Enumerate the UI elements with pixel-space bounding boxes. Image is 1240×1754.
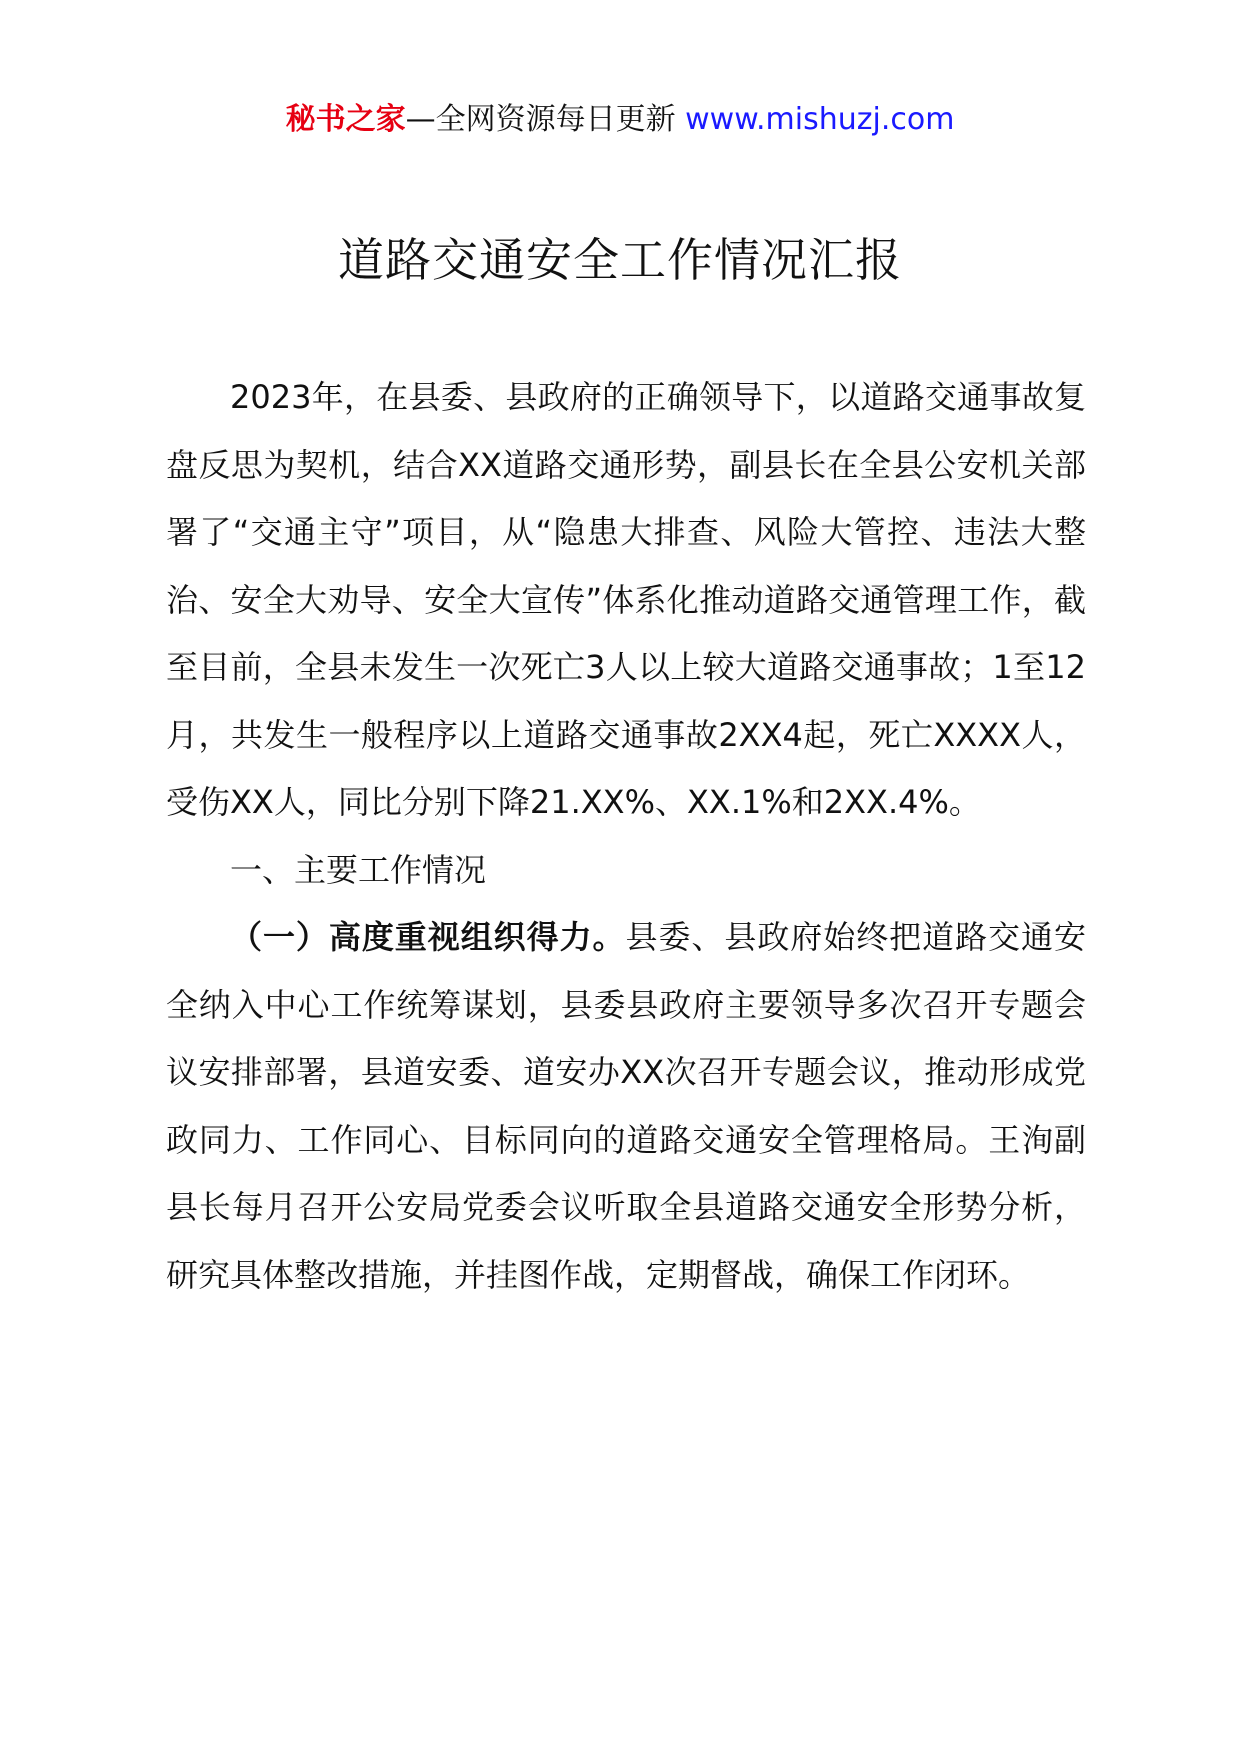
subsection-paragraph-text: 县委、县政府始终把道路交通安全纳入中心工作统筹谋划，县委县政府主要领导多次召开专题会议安排部署，县道安委、道安办XX次召开专题会议，推动形成党政同力、工作同心、目标同向的道路交通安全管理格局。王洵副县长每月召开公安局党委会议听取全县道路交通安全形势分析，研究具体整改措施，并挂图作战，定期督战，确保工作闭环。 bbox=[166, 918, 1086, 1294]
document-title: 道路交通安全工作情况汇报 bbox=[338, 233, 902, 287]
document-body bbox=[166, 364, 1086, 1309]
brand-name: 秘书之家 bbox=[285, 102, 406, 137]
intro-paragraph-text: 2023年，在县委、县政府的正确领导下，以道路交通事故复盘反思为契机，结合XX道路交通形势，副县长在全县公安机关部署了“交通主守”项目，从“隐患大排查、风险大管控、违法大整治、安全大劝导、安全大宣传”体系化推动道路交通管理工作，截至目前，全县未发生一次死亡3人以上较大道路交通事故；1至12月，共发生一般程序以上道路交通事故2XX4起，死亡XXXX人，受伤XX人，同比分别下降21.XX%、XX.1%和2XX.4%。 bbox=[166, 378, 1086, 821]
site-header bbox=[0, 98, 1240, 142]
section-heading bbox=[166, 837, 1086, 905]
site-url-link[interactable]: www.mishuzj.com bbox=[685, 102, 955, 137]
header-slogan: —全网资源每日更新 bbox=[405, 102, 686, 137]
intro-paragraph bbox=[166, 364, 1086, 837]
section-heading-text: 一、主要工作情况 bbox=[230, 850, 487, 889]
subsection-heading: （一）高度重视组织得力。 bbox=[230, 918, 626, 956]
subsection-paragraph bbox=[166, 904, 1086, 1309]
